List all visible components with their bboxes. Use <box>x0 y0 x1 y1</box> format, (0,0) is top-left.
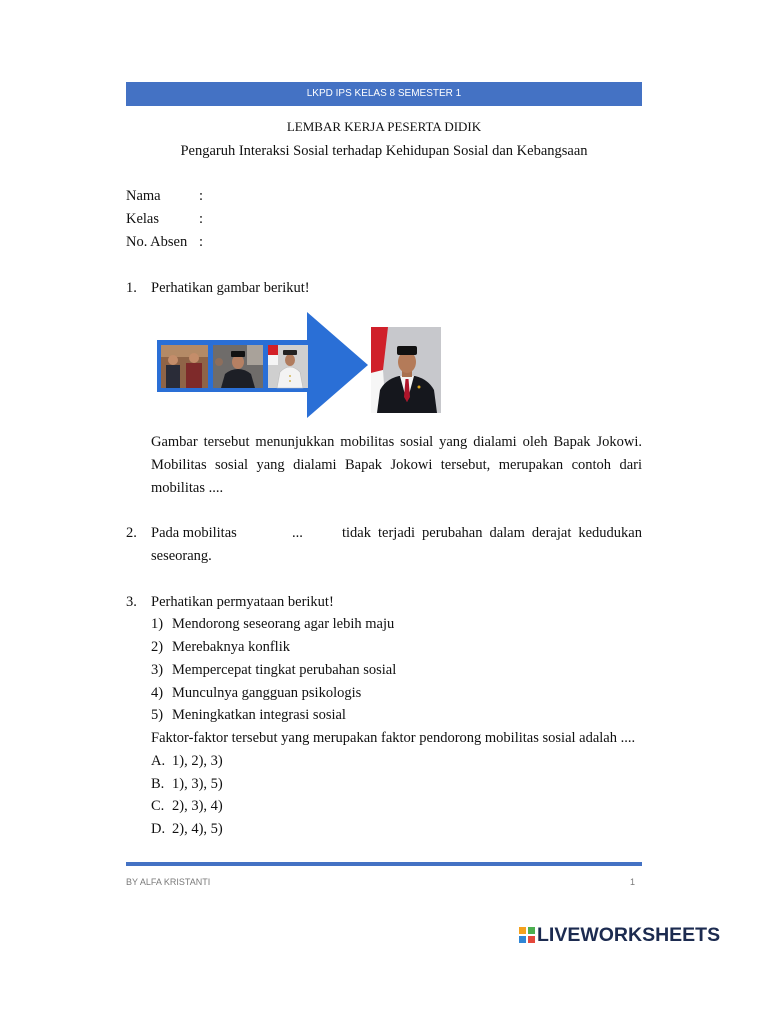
question-3-number: 3. <box>126 593 137 610</box>
statement-item <box>151 682 642 705</box>
statement-item <box>151 613 642 636</box>
question-3-prompt-text: Perhatikan permyataan berikut! <box>151 593 334 610</box>
statement-item <box>151 704 642 727</box>
statement-text: Munculnya gangguan psikologis <box>172 684 362 701</box>
logo-tile <box>528 936 535 943</box>
statement-number: 2) <box>151 639 164 655</box>
question-2-blank: ... <box>292 524 303 541</box>
question-3-question <box>151 727 642 750</box>
identity-row-kelas <box>126 208 346 231</box>
person-cap <box>283 350 297 355</box>
worksheet-subtitle: Pengaruh Interaksi Sosial terhadap Kehidupan Sosial dan Kebangsaan <box>180 143 588 159</box>
statement-text: Meningkatkan integrasi sosial <box>172 707 346 724</box>
identity-label: Kelas <box>126 210 160 227</box>
uniform-button <box>289 380 291 382</box>
background-person <box>215 358 223 366</box>
liveworksheets-logo-icon <box>519 927 535 943</box>
lapel-pin <box>418 386 421 389</box>
photo-background-light <box>247 345 263 365</box>
photo-wall <box>161 345 208 357</box>
option-letter: A. <box>151 752 166 769</box>
photo-3 <box>268 345 308 388</box>
option-text: 2), 4), 5) <box>172 821 223 837</box>
question-3-body <box>151 591 642 841</box>
logo-tile <box>519 936 526 943</box>
liveworksheets-logo[interactable] <box>519 925 724 945</box>
identity-separator: : <box>199 210 204 227</box>
statement-text: Mempercepat tingkat perubahan sosial <box>172 661 397 678</box>
photo-4 <box>371 327 441 413</box>
person-head <box>232 355 244 369</box>
statement-item <box>151 636 642 659</box>
identity-separator: : <box>199 233 204 250</box>
page-number: 1 <box>630 877 636 887</box>
photo-2 <box>213 345 263 388</box>
option-letter: B. <box>151 775 165 792</box>
statement-item <box>151 659 642 682</box>
person-cap <box>397 346 417 355</box>
footer-author: BY ALFA KRISTANTI <box>126 877 211 887</box>
person-body <box>166 365 180 388</box>
identity-label: Nama <box>126 187 161 204</box>
question-2-rest: tidak terjadi perubahan dalam derajat kedudukan <box>342 524 642 541</box>
answer-option <box>151 750 642 773</box>
person-body <box>186 363 202 388</box>
arrow-head <box>307 312 368 418</box>
identity-separator: : <box>199 187 204 204</box>
description-line: Mobilitas sosial yang dialami Bapak Jokowi tersebut, merupakan contoh dari <box>151 456 642 473</box>
statement-number: 3) <box>151 661 164 678</box>
statement-number: 1) <box>151 616 164 633</box>
statement-text: Merebaknya konflik <box>172 639 290 655</box>
question-1-prompt: Perhatikan gambar berikut! <box>151 279 310 296</box>
question-1-description <box>151 431 642 500</box>
statement-number: 5) <box>151 707 164 724</box>
worksheet-title: LEMBAR KERJA PESERTA DIDIK <box>286 119 482 134</box>
option-text: 2), 3), 4) <box>172 798 223 815</box>
answer-option <box>151 795 642 818</box>
question-3-prompt <box>151 591 642 614</box>
header-banner: LKPD IPS KELAS 8 SEMESTER 1 <box>126 82 642 106</box>
person-head <box>189 353 199 363</box>
option-letter: C. <box>151 798 165 815</box>
photo-1 <box>161 345 208 388</box>
identity-row-no-absen <box>126 231 346 254</box>
statement-number: 4) <box>151 684 164 701</box>
identity-label: No. Absen <box>126 233 188 250</box>
liveworksheets-logo-text: LIVEWORKSHEETS <box>537 924 721 946</box>
identity-row-nama <box>126 185 346 208</box>
answer-option <box>151 818 642 841</box>
logo-tile <box>519 927 526 934</box>
person-head <box>285 354 295 366</box>
identity-block <box>126 185 346 254</box>
flag-white <box>268 355 278 365</box>
uniform-button <box>289 375 291 377</box>
person-cap <box>231 351 245 357</box>
question-3-question-text: Faktor-faktor tersebut yang merupakan faktor pendorong mobilitas sosial adalah .... <box>151 730 636 746</box>
question-2-lead: Pada mobilitas <box>151 524 237 541</box>
question-2-end: seseorang. <box>151 547 212 564</box>
description-line: mobilitas .... <box>151 479 224 496</box>
description-line: Gambar tersebut menunjukkan mobilitas sosial yang dialami oleh Bapak Jokowi. <box>151 433 642 450</box>
option-text: 1), 2), 3) <box>172 752 223 769</box>
person-head <box>168 355 178 365</box>
option-letter: D. <box>151 821 166 837</box>
footer-rule <box>126 862 642 866</box>
flag-red <box>268 345 278 355</box>
question-1-figure <box>155 310 445 422</box>
question-2-line-1 <box>151 522 642 545</box>
option-text: 1), 3), 5) <box>172 775 223 792</box>
question-1-number: 1. <box>126 279 137 296</box>
statement-text: Mendorong seseorang agar lebih maju <box>172 616 395 633</box>
answer-option <box>151 773 642 796</box>
question-2-number: 2. <box>126 524 137 541</box>
logo-tile <box>528 927 535 934</box>
